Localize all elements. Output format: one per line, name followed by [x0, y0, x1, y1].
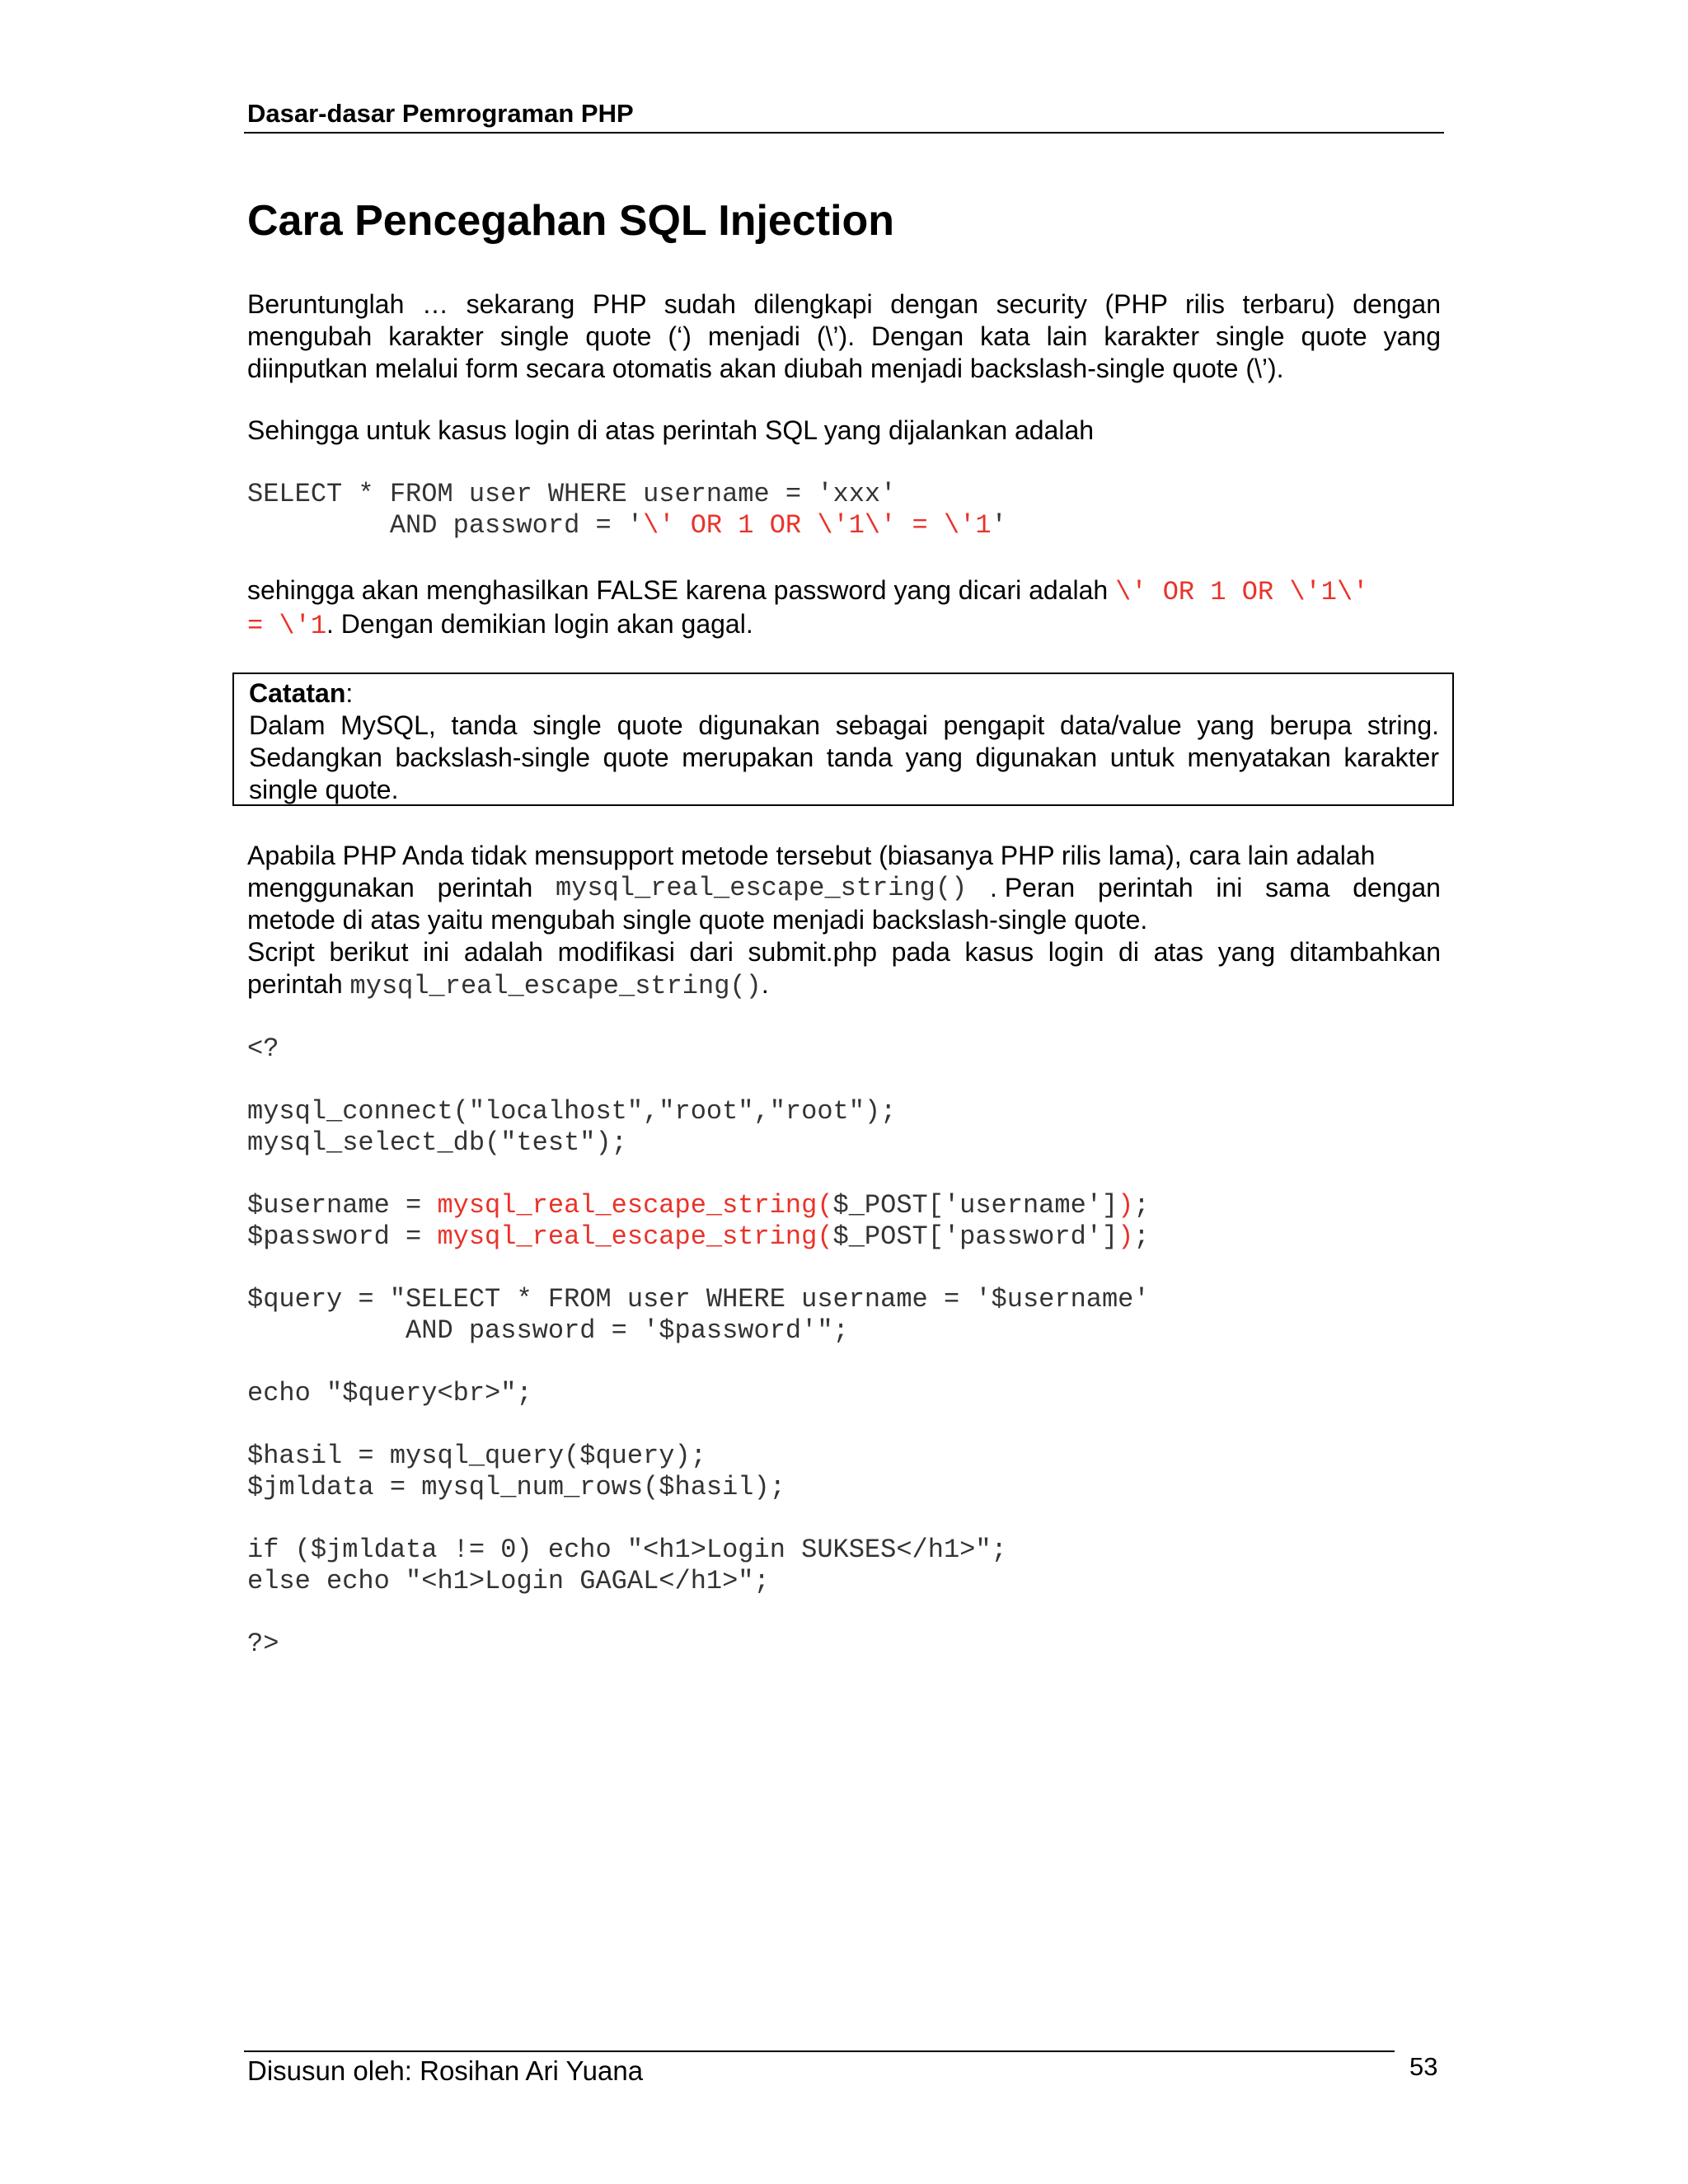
- sql-injected-value: \' OR 1 OR \'1\' = \'1: [643, 510, 992, 541]
- note-label-colon: :: [345, 678, 354, 708]
- alternative-line-4: Script berikut ini adalah modifikasi dari submit.php pada kasus login di atas yang ditambahkan: [247, 937, 1441, 967]
- php-close-tag: ?>: [247, 1629, 279, 1659]
- header-rule: [244, 132, 1444, 134]
- result-code-part1: \' OR 1 OR \'1\': [1115, 577, 1369, 607]
- php-username-close: ): [1118, 1190, 1134, 1221]
- php-username-arg: $_POST['username']: [832, 1190, 1118, 1221]
- note-label: Catatan: [249, 678, 346, 708]
- footer-author: Disusun oleh: Rosihan Ari Yuana: [247, 2055, 644, 2086]
- alt-function-name: mysql_real_escape_string(): [556, 873, 968, 903]
- php-password-fn: mysql_real_escape_string(: [437, 1221, 833, 1252]
- alternative-line-1: Apabila PHP Anda tidak mensupport metode tersebut (biasanya PHP rilis lama), cara lain adalah: [247, 841, 1376, 870]
- php-username-fn: mysql_real_escape_string(: [437, 1190, 833, 1221]
- php-echo-line: echo "$query<br>";: [247, 1378, 532, 1408]
- php-password-close: ): [1118, 1221, 1134, 1252]
- sql-line-2-prefix: AND password = ': [247, 510, 644, 541]
- alt-word-perintah-2: perintah: [1097, 873, 1193, 902]
- alternative-line-2: [247, 872, 1441, 904]
- alt-line5-before: perintah: [247, 969, 350, 999]
- php-query-line-1: $query = "SELECT * FROM user WHERE username = '$username': [247, 1284, 1150, 1315]
- php-query-line-2: AND password = '$password'";: [247, 1315, 849, 1346]
- php-password-prefix: $password =: [247, 1221, 438, 1252]
- alt-word-ini: ini: [1216, 873, 1243, 902]
- running-header: Dasar-dasar Pemrograman PHP: [247, 99, 634, 128]
- result-paragraph: [247, 574, 1368, 642]
- alt-word-dengan: dengan: [1353, 873, 1441, 902]
- result-text-before: sehingga akan menghasilkan FALSE karena password yang dicari adalah: [247, 575, 1116, 605]
- php-jmldata-line: $jmldata = mysql_num_rows($hasil);: [247, 1472, 785, 1502]
- php-connect-line: mysql_connect("localhost","root","root");: [247, 1096, 897, 1127]
- php-username-end: ;: [1133, 1190, 1150, 1221]
- php-select-db-line: mysql_select_db("test");: [247, 1127, 627, 1158]
- php-hasil-line: $hasil = mysql_query($query);: [247, 1441, 706, 1471]
- result-code-part2: = \'1: [247, 611, 327, 641]
- alt-line5-function: mysql_real_escape_string(): [349, 971, 762, 1001]
- alt-word-sama: sama: [1265, 873, 1330, 902]
- sql-line-1: SELECT * FROM user WHERE username = 'xxx': [247, 479, 897, 509]
- note-content: [249, 677, 1439, 806]
- alt-word-peran: . Peran: [990, 873, 1076, 902]
- alt-word-menggunakan: menggunakan: [247, 873, 415, 902]
- php-if-line: if ($jmldata != 0) echo "<h1>Login SUKSES</h1>";: [247, 1535, 1007, 1565]
- alt-line5-after: .: [761, 969, 769, 999]
- sql-line-2-suffix: ': [991, 510, 1007, 541]
- sql-intro-paragraph: Sehingga untuk kasus login di atas perintah SQL yang dijalankan adalah: [247, 415, 1095, 445]
- alternative-line-5: [247, 968, 769, 1002]
- footer-rule: [244, 2050, 1395, 2052]
- intro-paragraph: Beruntunglah … sekarang PHP sudah dilengkapi dengan security (PHP rilis terbaru) dengan mengubah karakter single quote (‘) menjadi (\’). Dengan kata lain karakter single quote yang diinputkan melalui form secara otomatis akan diubah menjadi backslash-single quote (\’).: [247, 289, 1441, 383]
- php-password-end: ;: [1133, 1221, 1150, 1252]
- alt-word-perintah: perintah: [437, 873, 533, 902]
- section-title: Cara Pencegahan SQL Injection: [247, 197, 895, 245]
- result-text-after: . Dengan demikian login akan gagal.: [326, 609, 753, 639]
- php-open-tag: <?: [247, 1033, 279, 1064]
- php-code-block: [247, 1033, 1150, 1660]
- page-number: 53: [1409, 2052, 1438, 2081]
- note-text: Dalam MySQL, tanda single quote digunakan sebagai pengapit data/value yang berupa string. Sedangkan backslash-single quote merupakan tanda yang digunakan untuk menyatakan karakter single quote.: [249, 710, 1439, 804]
- alternative-line-3: metode di atas yaitu mengubah single quote menjadi backslash-single quote.: [247, 905, 1148, 935]
- php-password-arg: $_POST['password']: [832, 1221, 1118, 1252]
- php-else-line: else echo "<h1>Login GAGAL</h1>";: [247, 1566, 770, 1596]
- sql-example-code: [247, 479, 1007, 541]
- php-username-prefix: $username =: [247, 1190, 438, 1221]
- note-box: [232, 673, 1454, 806]
